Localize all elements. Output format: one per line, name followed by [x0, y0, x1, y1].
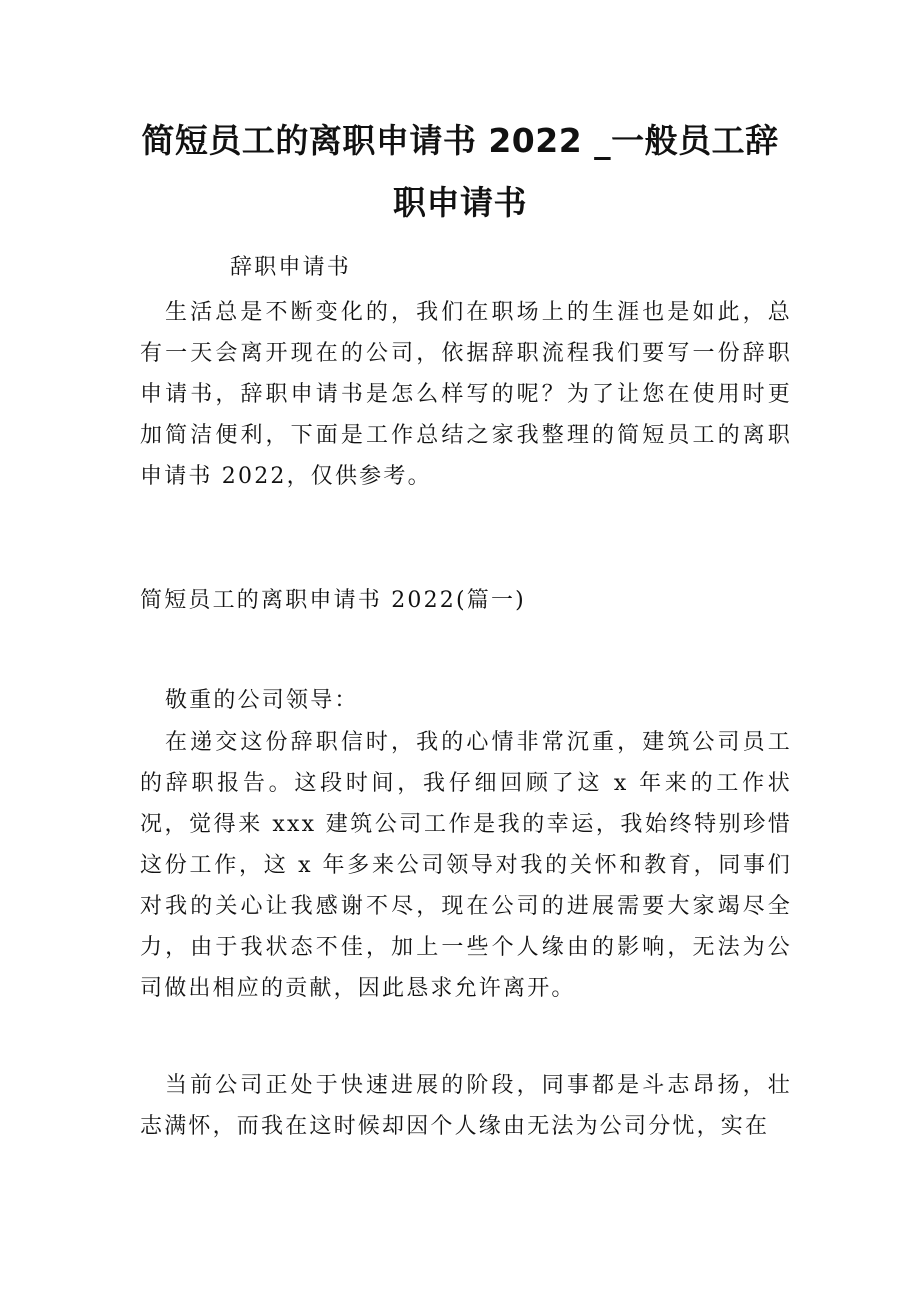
letter-paragraph-2: 当前公司正处于快速进展的阶段，同事都是斗志昂扬，壮志满怀，而我在这时候却因个人缘由无法为公司分忧，实在 [140, 1073, 792, 1139]
document-title-line-2: 职申请书 [393, 183, 527, 222]
document-title [120, 110, 800, 234]
document-subtitle: 辞职申请书 [230, 255, 352, 280]
intro-paragraph: 生活总是不断变化的，我们在职场上的生涯也是如此，总有一天会离开现在的公司，依据辞职流程我们要写一份辞职申请书，辞职申请书是怎么样写的呢？为了让您在使用时更加简洁便利，下面是工作总结之家我整理的简短员工的离职申请书 2022，仅供参考。 [140, 300, 792, 489]
section-heading: 简短员工的离职申请书 2022(篇一) [140, 588, 526, 613]
letter-salutation: 敬重的公司领导： [165, 688, 359, 713]
letter-paragraph-1: 在递交这份辞职信时，我的心情非常沉重，建筑公司员工的辞职报告。这段时间，我仔细回顾了这 x 年来的工作状况，觉得来 xxx 建筑公司工作是我的幸运，我始终特别珍惜这份工作，这 x 年多来公司领导对我的关怀和教育，同事们对我的关心让我感谢不尽，现在公司的进展需要大家竭尽全力，由于我状态不佳，加上一些个人缘由的影响，无法为公司做出相应的贡献，因此恳求允许离开。 [140, 730, 792, 1001]
document-title-line-1: 简短员工的离职申请书 2022 _一般员工辞 [141, 121, 779, 160]
